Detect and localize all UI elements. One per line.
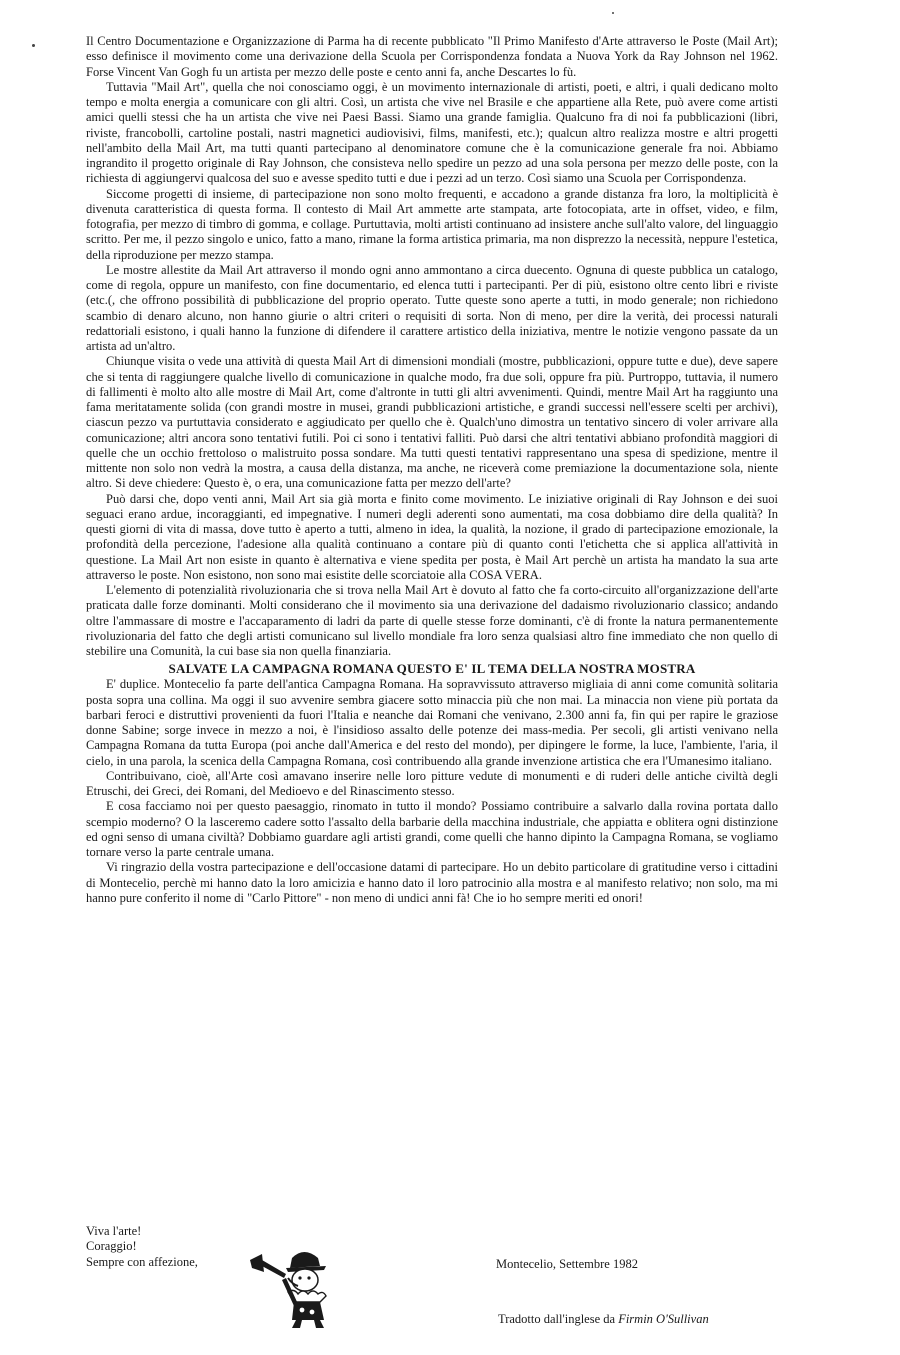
paragraph-revolutionary-element: L'elemento di potenzialità rivoluzionaria che si trova nella Mail Art è dovuto al fatto che fa corto-circuito all'organizzazione dell'arte praticata dalle forze dominanti. Molti considerano che il movimento sia una derivazione del dadaismo rivoluzionario classico; andando oltre l'ammassare di mostre e l'accaparamento di ladri da parte di quelle stesse forze dominanti, c'è di fronte la natura permanentemente rivoluzionaria del fatto che degli artisti comunicano sul livello mondiale fra loro senza qualsiasi altro fine immediato che non quello di stebilire una Comunità, la cui base sia non quella finanziaria.	[86, 583, 778, 658]
paragraph-landscape: E cosa facciamo noi per questo paesaggio, rinomato in tutto il mondo? Possiamo contribuire a salvarlo dalla rovina portata dallo scempio moderno? O la lasceremo cadere sotto l'assalto della barbarie della macchina industriale, che appiatta e oblitera ogni distinzione ed ogni senso di umana civiltà? Dobbiamo guardare agli artisti grandi, come quelli che hanno dipinto la Campagna Romana, se vogliamo tornare verso la parte centrale umana.	[86, 799, 778, 859]
article-body	[86, 34, 778, 906]
paragraph-ancient-civilizations: Contribuivano, cioè, all'Arte così amavano inserire nelle loro pitture vedute di monumenti e di ruderi delle antiche civiltà degli Etruschi, dei Greci, dei Romani, del Medioevo e del Rinascimento stesso.	[86, 768, 778, 798]
scan-speck	[32, 44, 35, 47]
closing-viva: Viva l'arte!	[86, 1224, 142, 1238]
paragraph-exhibitions: Le mostre allestite da Mail Art attraverso il mondo ogni anno ammontano a circa duecento. Ognuna di queste pubblica un catalogo, come di regola, oppure un manifesto, con fine documentario, ed elenca tutti i partecipanti. Per di più, esistono oltre cento libri e riviste (etc.(, che offrono possibilità di pubblicazione del proprio operato. Tutte queste sono aperte a tutti, in modo generale; non richiedono scambio di denaro alcuno, non hanno giurie o altri criteri o requisiti di sorta. Non di meno, per dire la verità, dei processi naturali redattoriali esistono, i quali hanno la funzione di difendere il carattere artistico della iniziativa, mentre le notizie vengono passate da un artista ad un'altro.	[86, 262, 778, 353]
paragraph-intro: Il Centro Documentazione e Organizzazione di Parma ha di recente pubblicato "Il Primo Manifesto d'Arte attraverso le Poste (Mail Art); esso definisce il movimento come una derivazione della Scuola per Corrispondenza fondata a Nuova York da Ray Johnson nel 1962. Forse Vincent Van Gogh fu un artista per mezzo delle poste e cento anni fa, anche Descartes lo fù.	[86, 34, 778, 79]
translator-prefix: Tradotto dall'inglese da	[498, 1312, 616, 1326]
trumpeter-figure-icon	[248, 1248, 334, 1330]
closing-affection: Sempre con affezione,	[86, 1254, 198, 1269]
place-and-date: Montecelio, Settembre 1982	[496, 1257, 638, 1271]
translator-credit	[498, 1312, 709, 1327]
paragraph-communication-attempts: Chiunque visita o vede una attività di questa Mail Art di dimensioni mondiali (mostre, pubblicazioni, oppure tutte e due), deve sapere che si tenta di raggiungere qualche livello di comunicazione in qualche modo, fra due soli, oppure fra più. Purtroppo, tuttavia, il numero di fallimenti è molto alto alle mostre di Mail Art, come d'altronte in tutti gli altri avvenimenti. Quindi, mentre Mail Art ha raggiunto una fama meritatamente solida (con grandi mostre in musei, grandi pubblicazioni artistiche, e grandi successi nell'essere scelti per archivi), ciascun pezzo va purtuttavia considerato e aggiudicato per quello che è. Qualch'uno dimostra un tentativo sincero di voler arrivare alla comunicazione; altri ancora sono tentativi futili. Poi ci sono i tentativi falliti. Può darsi che altri tentativi abbiano profondità maggiori di quelle che un occhio frettoloso o malistruito possa sondare. Ma tutti questi tentativi rappresentano una spesa di spedizione, mentre il mittente non solo non vedrà la mostra, a causa della distanza, ma anche, ne riceverà come premiazione la documentazione sola, niente altro. Si deve chiedere: Questo è, o era, una comunicazione fatta per mezzo dell'arte?	[86, 354, 778, 491]
section-heading: SALVATE LA CAMPAGNA ROMANA QUESTO E' IL TEMA DELLA NOSTRA MOSTRA	[168, 661, 696, 677]
paragraph-twenty-years: Può darsi che, dopo venti anni, Mail Art sia già morta e finito come movimento. Le iniziative originali di Ray Johnson e dei suoi seguaci erano ardue, incoraggianti, ed impegnative. I numeri degli aderenti sono aumentati, ma cosa dobbiamo dire della qualità? In questi giorni di vita di massa, dove tutto è aperto a tutti, almeno in idea, la qualità, la nozione, il grado di partecipazione emozionale, la profondità della percezione, l'adesione alla qualità continuano a contare più di quanto conti l'etichetta che si applica all'attività in questione. La Mail Art non esiste in quanto è alternativa e viene spedita per posta, è Mail Art perchè un artista ha mandato la sua arte attraverso le poste. Non esistono, non sono mai esistite delle scorciatoie alla COSA VERA.	[86, 491, 778, 582]
paragraph-multiplicity: Siccome progetti di insieme, di partecipazione non sono molto frequenti, e accadono a grande distanza fra loro, la moltiplicità è divenuta caratteristica di questa forma. Il contesto di Mail Art ammette arte stampata, arte fotocopiata, arte in offset, video, e film, fotografia, per mezzo di timbro di gomma, e collage. Purtuttavia, molti artisti continuano ad insistere anche sull'alto valore, del linguaggio scritto. Per me, il pezzo singolo e unico, fatto a mano, rimane la forma artistica primaria, ma non disprezzo la necessità, neppure l'estetica, della riproduzione per mezzo stampa.	[86, 186, 778, 262]
translator-name: Firmin O'Sullivan	[618, 1312, 709, 1326]
paragraph-thanks: Vi ringrazio della vostra partecipazione e dell'occasione datami di partecipare. Ho un debito particolare di gratitudine verso i cittadini di Montecelio, perchè mi hanno dato la loro amicizia e hanno dato il loro patrocinio alla mostra e al manifesto relativo; non solo, ma mi hanno pure conferito il nome di "Carlo Pittore" - non meno di undici anni fà! Che io ho sempre meriti ed onori!	[86, 860, 778, 905]
scan-speck	[612, 12, 614, 14]
paragraph-montecelio: E' duplice. Montecelio fa parte dell'antica Campagna Romana. Ha sopravvissuto attraverso migliaia di anni come comunità solitaria posta sopra una collina. Ma oggi il suo avvenire sembra giacere sotto minaccia più che non mai. La minaccia non viene più portata da barbari feroci e distruttivi provenienti da fuori l'Italia e neanche dai Romani che venivano, 2.300 anni fa, fin qui per rapire le graziose donne Sabine; sorge invece in mezzo a noi, è l'insidioso assalto delle potenze dei mass-media. Per secoli, gli artisti venivano nella Campagna Romana da tutta Europa (poi anche dall'America e del resto del mondo), per dipingere le forme, la luce, l'ambiente, l'aria, il cielo, in una parola, la scenica della Campagna Romana, così contribuendo alla grande invenzione artistica che era l'Umanesimo italiano.	[86, 677, 778, 768]
letter-closing	[86, 1224, 778, 1334]
paragraph-mail-art-movement: Tuttavia "Mail Art", quella che noi conosciamo oggi, è un movimento internazionale di artisti, poeti, e altri, i quali dedicano molto tempo e molta energia a comunicare con gli altri. Così, un artista che vive nel Brasile e che appartiene alla Rete, può avere come artisti amici quelli stessi che ha un artista che vive nei Paesi Bassi. Siamo una grande famiglia. Qualcuno fra di noi fa pubblicazioni (libri, riviste, francobolli, cartoline postali, nastri magnetici audiovisivi, films, manifesti, etc.); qualcun altro realizza mostre e altri progetti nell'ambito della Mail Art, ma tutti quanti partecipano al denominatore comune che è la comunicazione generale fra noi. Abbiamo ingrandito il progetto originale di Ray Johnson, che consisteva nello spedire un pezzo ad una sola persona per mezzo delle poste, con la richiesta di aggiungervi qualcosa del suo e avesse spedito tutti e due i pezzi ad un terzo. Così siamo una Scuola per Corrispondenza.	[86, 79, 778, 186]
closing-coraggio: Coraggio!	[86, 1239, 137, 1254]
